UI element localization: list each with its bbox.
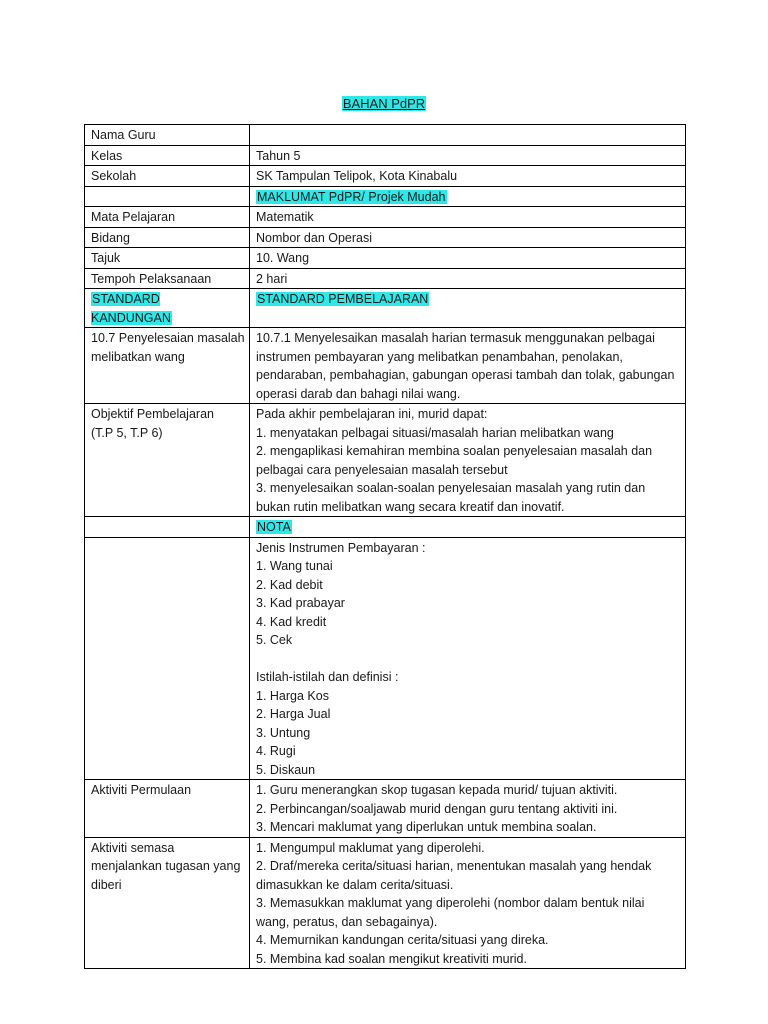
aktiviti-semasa-label-line: Aktiviti semasa [91,840,175,855]
value-nama-guru [250,125,686,146]
nota-line: 2. Kad debit [256,577,323,592]
standard-pembelajaran-heading: STANDARD PEMBELAJARAN [257,292,429,306]
nota-line: 4. Kad kredit [256,614,327,629]
document-title: BAHAN PdPR [342,96,426,111]
row-aktiviti-semasa [85,837,686,969]
objektif-label-line: Objektif Pembelajaran [91,407,214,421]
value-maklumat [250,186,686,207]
standard-label-line: melibatkan wang [91,349,185,364]
row-tajuk [85,248,686,269]
row-kelas [85,145,686,166]
standard-label-line: 10.7 Penyelesaian masalah [91,331,245,345]
nota-line: 3. Kad prabayar [256,596,345,610]
value-standard [250,328,686,404]
aktiviti-semasa-line: 2. Draf/mereka cerita/situasi harian, menentukan masalah yang hendak [256,859,652,873]
label-kelas: Kelas [85,145,250,166]
row-standard [85,328,686,404]
row-objektif [85,404,686,517]
label-aktiviti-permulaan [85,780,250,838]
nota-line: Istilah-istilah dan definisi : [256,670,399,684]
label-tempoh: Tempoh Pelaksanaan [85,268,250,289]
value-mata-pelajaran: Matematik [250,207,686,228]
value-tempoh: 2 hari [250,268,686,289]
aktiviti-permulaan-line: 2. Perbincangan/soaljawab murid dengan guru tentang aktiviti ini. [256,801,618,816]
standard-text-line: 10.7.1 Menyelesaikan masalah harian termasuk menggunakan pelbagai [256,331,655,345]
nota-line: 5. Cek [256,633,293,647]
aktiviti-semasa-line: 1. Mengumpul maklumat yang diperolehi. [256,840,485,855]
info-table [84,124,686,969]
nota-line: 4. Rugi [256,744,296,758]
nota-line: 1. Harga Kos [256,688,329,703]
value-nota-header [250,517,686,538]
value-aktiviti-semasa [250,837,686,969]
row-standard-header [85,289,686,328]
label-standard [85,328,250,404]
objektif-label-line: (T.P 5, T.P 6) [91,425,163,440]
nota-heading: NOTA [257,520,291,534]
nota-line: 3. Untung [256,725,311,740]
standard-text-line: instrumen pembayaran yang melibatkan penambahan, penolakan, [256,349,623,364]
value-kelas: Tahun 5 [250,145,686,166]
objektif-text-line: Pada akhir pembelajaran ini, murid dapat: [256,407,488,421]
aktiviti-semasa-line: dimasukkan ke dalam cerita/situasi. [256,877,454,892]
label-bidang: Bidang [85,227,250,248]
value-tajuk: 10. Wang [250,248,686,269]
aktiviti-permulaan-line: 3. Mencari maklumat yang diperlukan untuk membina soalan. [256,820,597,834]
label-tajuk: Tajuk [85,248,250,269]
label-objektif [85,404,250,517]
label-nama-guru: Nama Guru [85,125,250,146]
aktiviti-semasa-label-line: diberi [91,877,122,892]
row-sekolah [85,166,686,187]
value-bidang: Nombor dan Operasi [250,227,686,248]
nota-line: 2. Harga Jual [256,707,331,721]
label-aktiviti-semasa [85,837,250,969]
row-maklumat-header [85,186,686,207]
value-nota [250,537,686,780]
standard-text-line: operasi darab dan bahagi nilai wang. [256,386,461,401]
aktiviti-permulaan-line: 1. Guru menerangkan skop tugasan kepada murid/ tujuan aktiviti. [256,783,618,797]
label-nota [85,537,250,780]
value-objektif [250,404,686,517]
row-aktiviti-permulaan [85,780,686,838]
aktiviti-semasa-line: wang, peratus, dan sebagainya). [256,914,438,929]
standard-kandungan-heading: STANDARD KANDUNGAN [91,292,171,325]
label-maklumat [85,186,250,207]
aktiviti-semasa-line: 4. Memurnikan kandungan cerita/situasi yang direka. [256,933,549,947]
value-sekolah: SK Tampulan Telipok, Kota Kinabalu [250,166,686,187]
row-tempoh [85,268,686,289]
value-aktiviti-permulaan [250,780,686,838]
objektif-text-line: 3. menyelesaikan soalan-soalan penyelesaian masalah yang rutin dan [256,481,646,495]
row-nota-header [85,517,686,538]
label-standard-kandungan [85,289,250,328]
label-sekolah: Sekolah [85,166,250,187]
aktiviti-permulaan-label-line: Aktiviti Permulaan [91,783,192,797]
standard-text-line: pendaraban, pembahagian, gabungan operasi tambah dan tolak, gabungan [256,368,675,382]
aktiviti-semasa-line: 5. Membina kad soalan mengikut kreativiti murid. [256,951,527,966]
objektif-text-line: pelbagai cara penyelesaian masalah tersebut [256,462,508,477]
value-standard-pembelajaran [250,289,686,328]
nota-line: Jenis Instrumen Pembayaran : [256,540,426,555]
aktiviti-semasa-label-line: menjalankan tugasan yang [91,859,241,873]
nota-blank-line [256,650,679,669]
nota-line: 1. Wang tunai [256,559,333,573]
label-mata-pelajaran: Mata Pelajaran [85,207,250,228]
row-bidang [85,227,686,248]
row-nota [85,537,686,780]
aktiviti-semasa-line: 3. Memasukkan maklumat yang diperolehi (nombor dalam bentuk nilai [256,896,645,910]
label-nota-header [85,517,250,538]
objektif-text-line: 1. menyatakan pelbagai situasi/masalah harian melibatkan wang [256,425,614,440]
row-nama-guru [85,125,686,146]
maklumat-heading: MAKLUMAT PdPR/ Projek Mudah [257,189,446,204]
objektif-text-line: bukan rutin melibatkan wang secara kreatif dan inovatif. [256,499,565,514]
objektif-text-line: 2. mengaplikasi kemahiran membina soalan penyelesaian masalah dan [256,444,653,458]
row-mata-pelajaran [85,207,686,228]
nota-line: 5. Diskaun [256,762,316,777]
